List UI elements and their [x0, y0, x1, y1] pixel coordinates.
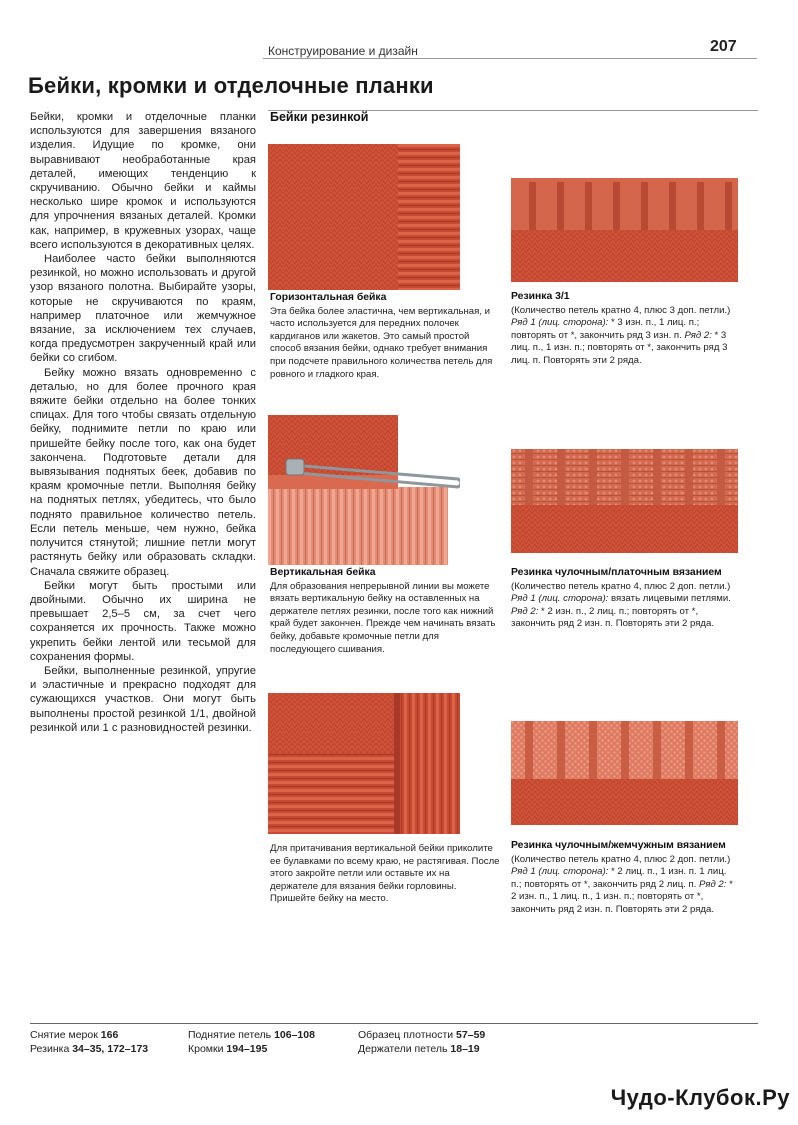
cross-reference [30, 1028, 148, 1042]
caption-horizontal [270, 292, 500, 381]
running-header: Конструирование и дизайн [268, 44, 418, 58]
reference-label: Резинка [30, 1043, 70, 1055]
photo-vertical-band [268, 415, 460, 565]
reference-label: Кромки [188, 1043, 224, 1055]
caption-text: * 3 изн. п., 1 лиц. п.; повторять от *, закончить ряд 3 изн. п. [511, 317, 700, 341]
caption-text: * 2 лиц. п., 1 изн. п. 1 лиц. п.; повторять от *, закончить ряд 2 лиц. п. [511, 866, 727, 890]
photo-rib-garter [511, 449, 738, 553]
caption-text: (Количество петель кратно 4, плюс 2 доп. петли.) [511, 853, 731, 865]
reference-label: Поднятие петель [188, 1029, 272, 1041]
footer-rule [30, 1023, 758, 1024]
caption-text: Для образования непрерывной линии вы можете вязать вертикальную бейку на оставленных на держателе петлях резинки, после того как нижний край будет закончен. Прежде чем начинать вязать бейку, добавьте кромочные петли для последующего сшивания. [270, 580, 496, 655]
cross-reference [358, 1028, 485, 1042]
paragraph: Бейки, кромки и отделочные планки используются для завершения вязаного изделия. Идущие по кромке, они выравнивают необработанные края деталей, имеющих тенденцию к скручиванию. Обычно бейки и каймы несколько шире кромок и используются для упрочнения вязаных деталей. Кромки как, например, в кружевных узорах, чаще всего используются в декоративных целях. [30, 111, 256, 251]
photo-horizontal-band [268, 144, 460, 290]
cross-reference [188, 1042, 315, 1056]
paragraph: Бейки могут быть простыми или двойными. Обычно их ширина не превышает 2,5–5 см, за счет чего сохраняется их прочность. Также можно укрепить бейки лентой или тесьмой для сохранения формы. [30, 579, 256, 663]
row-label: Ряд 2: [684, 329, 712, 341]
reference-pages: 166 [100, 1029, 119, 1041]
caption-attach [270, 843, 500, 906]
paragraph: Бейку можно вязать одновременно с деталью, но для более прочного края вяжите бейки отдельно на более тонких спицах. Для того чтобы связать отдельную бейку, поднимите петли по краю или пришейте бейку после того, как она будет закончена. Подготовьте детали для вывязывания поднятых беек, добавив по краям кромочные петли. Выполняя бейку на поднятых петлях, убедитесь, что было поднято правильное количество петель. Если петель меньше, чем нужно, бейка получится стянутой; лишние петли могут растянуть бейку или образовать складки. Сначала свяжите образец. [30, 366, 256, 578]
reference-label: Образец плотности [358, 1029, 454, 1041]
caption-text: вязать лицевыми петлями. [608, 593, 731, 605]
reference-pages: 57–59 [456, 1029, 486, 1041]
reference-pages: 34–35, 172–173 [72, 1043, 149, 1055]
caption-text: * 2 изн. п., 2 лиц. п.; повторять от *, закончить ряд 2 изн. п. Повторять эти 2 ряда. [511, 605, 715, 630]
caption-text: Эта бейка более эластична, чем вертикальная, и часто используется для передних полочек кардиганов или жакетов. Это самый простой способ вязания бейки, однако требует внимания при подсчете правильного количества петель для ровного и гладкого края. [270, 305, 493, 380]
caption-text: * 3 лиц. п., 1 изн. п.; повторять от *, закончить ряд 3 лиц. п. Повторять эти 2 ряда. [511, 329, 728, 366]
row-label: Ряд 2: [511, 605, 539, 617]
photo-attach-band [268, 693, 460, 834]
section-subhead: Бейки резинкой [270, 110, 369, 124]
cross-reference [30, 1042, 148, 1056]
reference-pages: 106–108 [274, 1029, 315, 1041]
cross-reference [188, 1028, 315, 1042]
watermark-logo: Чудо-Клубок.Ру [610, 1085, 790, 1110]
paragraph: Бейки, выполненные резинкой, упругие и эластичные и прекрасно подходят для сужающихся участков. Они могут быть выполнены простой резинкой 1/1, двойной резинкой или 1 с разновидностей резинки. [30, 664, 256, 734]
caption-vertical [270, 567, 500, 656]
photo-rib-seed [511, 721, 738, 825]
footer-col-1 [30, 1028, 148, 1056]
caption-text: (Количество петель кратно 4, плюс 2 доп. петли.) [511, 580, 731, 592]
row-label: Ряд 1 (лиц. сторона): [511, 866, 609, 878]
row-label: Ряд 2: [699, 878, 727, 890]
page-title: Бейки, кромки и отделочные планки [28, 73, 434, 98]
caption-rib-3-1 [511, 291, 739, 368]
caption-rib-garter [511, 567, 739, 631]
reference-pages: 18–19 [450, 1043, 480, 1055]
caption-heading: Резинка чулочным/платочным вязанием [511, 567, 722, 578]
page-number: 207 [710, 38, 737, 55]
row-label: Ряд 1 (лиц. сторона): [511, 317, 609, 329]
header-rule [263, 58, 757, 59]
photo-rib-3-1 [511, 178, 738, 282]
caption-text: (Количество петель кратно 4, плюс 3 доп. петли.) [511, 304, 731, 316]
caption-text: * 2 изн. п., 1 лиц. п., 1 изн. п.; повторять от *, закончить ряд 2 изн. п. Повторять эти 2 ряда. [511, 878, 733, 915]
caption-heading: Вертикальная бейка [270, 567, 376, 578]
paragraph: Наиболее часто бейки выполняются резинкой, но можно использовать и другой узор вязаного полотна. Выбирайте узоры, которые не скручиваются по краям, например платочное или жемчужное вязание, за исключением тех случаев, когда предусмотрен закрученный край или бейки со сгибом. [30, 253, 256, 365]
caption-rib-seed [511, 840, 739, 917]
footer-col-2 [188, 1028, 315, 1056]
row-label: Ряд 1 (лиц. сторона): [511, 593, 609, 605]
reference-label: Держатели петель [358, 1043, 448, 1055]
body-text [30, 110, 256, 735]
caption-text: Для притачивания вертикальной бейки приколите ее булавками по всему краю, не растягивая. После этого закройте петли или оставьте их на держателе для вязания бейки горловины. Пришейте бейку на место. [270, 843, 500, 905]
caption-heading: Резинка чулочным/жемчужным вязанием [511, 840, 726, 851]
caption-heading: Резинка 3/1 [511, 291, 570, 302]
caption-heading: Горизонтальная бейка [270, 292, 387, 303]
footer-col-3 [358, 1028, 485, 1056]
reference-pages: 194–195 [226, 1043, 268, 1055]
reference-label: Снятие мерок [30, 1029, 98, 1041]
cross-reference [358, 1042, 485, 1056]
